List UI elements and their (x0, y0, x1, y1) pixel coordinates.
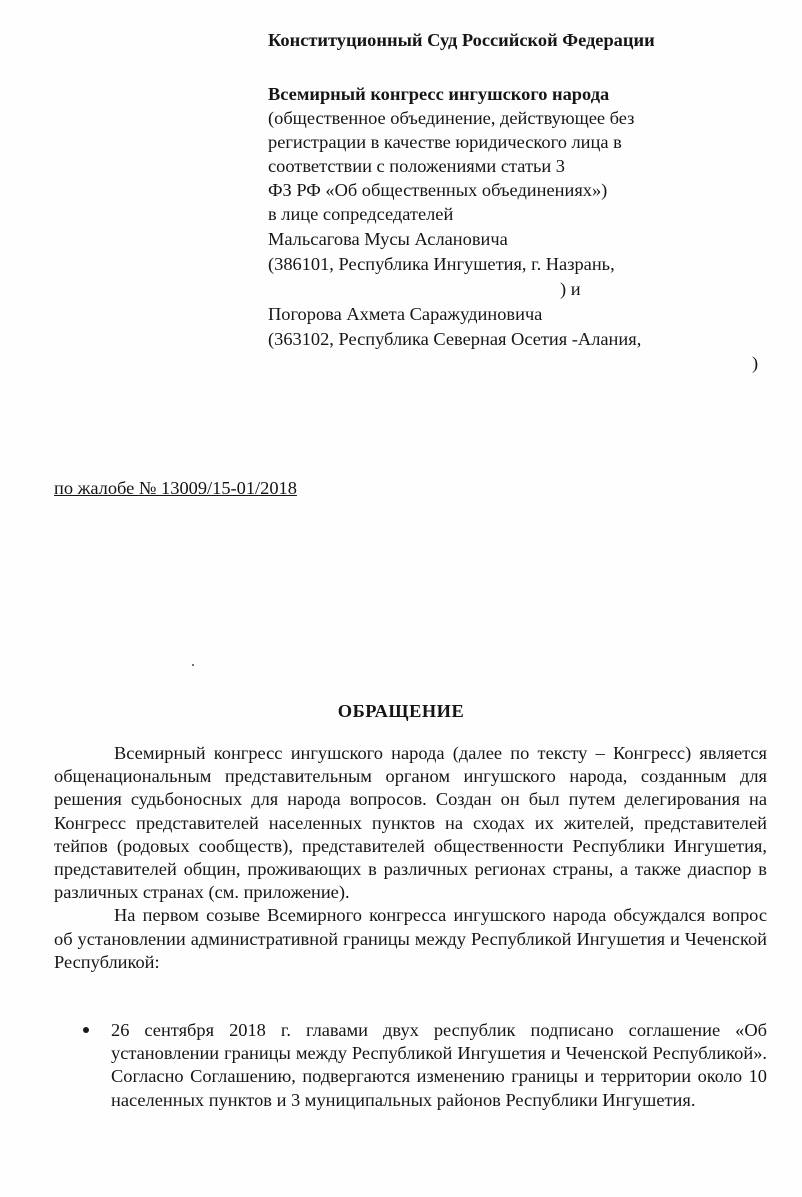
document-title: ОБРАЩЕНИЕ (337, 701, 465, 721)
chairman-name: Погорова Ахмета Саражудиновича (268, 304, 543, 324)
complaint-reference: по жалобе № 13009/15-01/2018 (54, 478, 297, 498)
addressee-court: Конституционный Суд Российской Федерации (268, 30, 655, 50)
sender-org-name: Всемирный конгресс ингушского народа (268, 84, 610, 104)
sender-line: регистрации в качестве юридического лица в (268, 132, 622, 152)
chairman-address: (386101, Республика Ингушетия, г. Назрань, (268, 254, 615, 274)
body-text (54, 742, 767, 974)
address-close: ) (752, 353, 759, 373)
scan-speck (192, 664, 194, 666)
address-close: ) и (560, 279, 581, 299)
bullet-item: 26 сентября 2018 г. главами двух республик подписано соглашение «Об установлении границы между Республикой Ингушетия и Чеченской Республикой». Согласно Соглашению, подвергаются изменению границы и территории около 10 населенных пунктов и 3 муниципальных районов Республики Ингушетия. (111, 1020, 767, 1110)
bullet-list (84, 1019, 767, 1112)
sender-line: соответствии с положениями статьи 3 (268, 156, 565, 176)
sender-line: в лице сопредседателей (268, 204, 454, 224)
sender-line: ФЗ РФ «Об общественных объединениях») (268, 180, 608, 200)
chairman-name: Мальсагова Мусы Аслановича (268, 229, 508, 249)
bullet-dot-icon (83, 1027, 89, 1033)
sender-line: (общественное объединение, действующее без (268, 108, 635, 128)
paragraph: Всемирный конгресс ингушского народа (далее по тексту – Конгресс) является общенациональным представительным органом ингушского народа, созданным для решения судьбоносных для народа вопросов. Создан он был путем делегирования на Конгресс представителей населенных пунктов на сходах их жителей, представителей тейпов (родовых сообществ), представителей общественности Республики Ингушетия, представителей общин, проживающих в различных регионах страны, а также диаспор в различных странах (см. приложение). (54, 743, 767, 903)
chairman-address: (363102, Республика Северная Осетия -Алания, (268, 329, 642, 349)
paragraph: На первом созыве Всемирного конгресса ингушского народа обсуждался вопрос об установлении административной границы между Республикой Ингушетия и Чеченской Республикой: (54, 905, 767, 972)
